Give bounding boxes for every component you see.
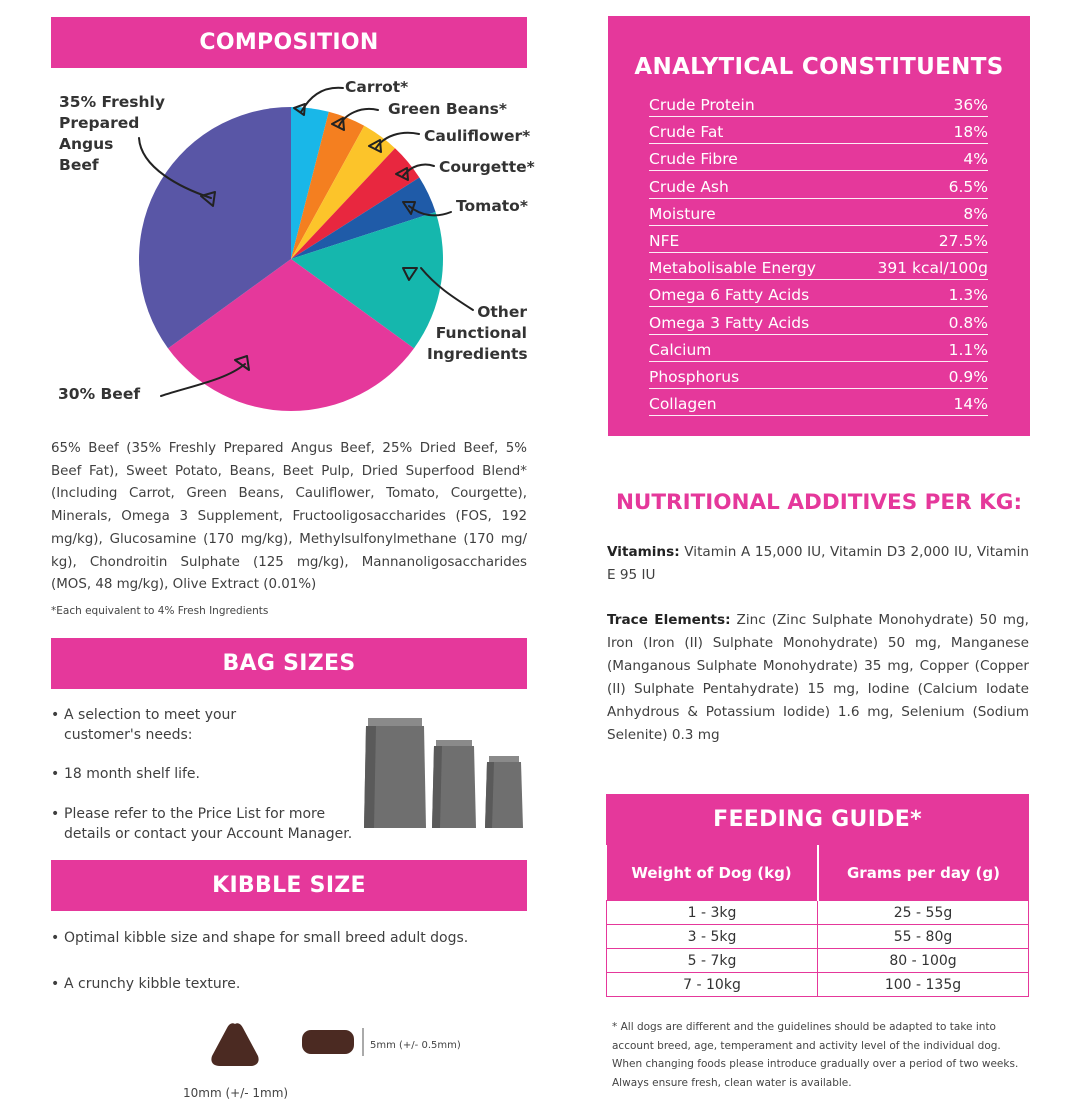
constituent-row — [649, 171, 988, 199]
constituent-value: 1.3% — [948, 286, 988, 305]
constituent-row — [649, 388, 988, 416]
constituent-name: NFE — [649, 232, 680, 250]
constituent-value: 1.1% — [948, 340, 988, 359]
constituent-name: Crude Protein — [649, 96, 755, 114]
table-row — [607, 949, 1029, 973]
constituent-value: 18% — [953, 123, 988, 142]
feeding-guide-title: FEEDING GUIDE* — [713, 807, 922, 832]
label-other-line2: Functional — [435, 324, 527, 342]
constituent-value: 391 kcal/100g — [877, 259, 988, 278]
vitamins-paragraph — [607, 541, 1029, 587]
constituent-value: 0.8% — [948, 313, 988, 332]
vitamins-label: Vitamins: — [607, 544, 680, 560]
composition-title: COMPOSITION — [199, 30, 379, 55]
constituent-name: Crude Fat — [649, 123, 724, 142]
feeding-guide-header — [606, 794, 1029, 845]
cell-weight: 3 - 5kg — [607, 925, 818, 949]
bag-small-icon — [485, 756, 523, 828]
cell-weight: 5 - 7kg — [607, 949, 818, 973]
constituent-row — [649, 279, 988, 307]
bullet-dot: • — [51, 976, 60, 992]
constituent-name: Calcium — [649, 340, 712, 359]
constituent-row — [649, 361, 988, 389]
cell-grams: 100 - 135g — [818, 973, 1029, 997]
label-green-beans: Green Beans* — [388, 100, 507, 118]
constituent-row — [649, 334, 988, 362]
label-cauliflower: Cauliflower* — [424, 127, 531, 145]
list-item-line: Please refer to the Price List for more — [64, 806, 326, 822]
kibble-triangle-icon — [211, 1023, 258, 1066]
label-angus — [59, 92, 165, 176]
label-other-line3: Ingredients — [427, 345, 528, 363]
cell-grams: 25 - 55g — [818, 901, 1029, 925]
constituent-name: Omega 6 Fatty Acids — [649, 286, 810, 305]
label-angus-line4: Beef — [59, 156, 99, 174]
list-item-line: customer's needs: — [64, 727, 193, 743]
composition-footnote: *Each equivalent to 4% Fresh Ingredients — [51, 605, 269, 617]
header-weight: Weight of Dog (kg) — [607, 845, 818, 901]
ingredients-text: 65% Beef (35% Freshly Prepared Angus Beef, 25% Dried Beef, 5% Beef Fat), Sweet Potato, Beans, Beet Pulp, Dried Superfood Blend* (Including Carrot, Green Beans, Cauliflower, Tomato, Courgette), Minerals, Omega 3 Supplement, Fructooligosaccharides (FOS, 192 mg/kg), Glucosamine (170 mg/kg), Methylsulfonylmethane (170 mg/ kg), Chondroitin Sulphate (125 mg/kg), Mannanoligosaccharides (MOS, 48 mg/kg), Olive Extract (0.01%) — [51, 441, 527, 593]
trace-elements-label: Trace Elements: — [607, 612, 731, 628]
constituent-row — [649, 116, 988, 144]
constituent-row — [649, 143, 988, 171]
bag-medium-icon — [432, 740, 476, 828]
list-item-line: A crunchy kibble texture. — [64, 976, 241, 992]
bullet-dot: • — [51, 766, 60, 782]
constituent-value: 36% — [953, 96, 988, 114]
constituent-name: Metabolisable Energy — [649, 259, 816, 278]
bag-sizes-title: BAG SIZES — [222, 651, 356, 676]
cell-grams: 80 - 100g — [818, 949, 1029, 973]
bullet-dot: • — [51, 707, 60, 723]
vitamins-text: Vitamin A 15,000 IU, Vitamin D3 2,000 IU, Vitamin E 95 IU — [607, 544, 1029, 583]
kibble-illustration — [200, 1018, 460, 1088]
table-header-row — [607, 845, 1029, 901]
analytical-constituents-title: ANALYTICAL CONSTITUENTS — [634, 54, 1004, 80]
label-beef: 30% Beef — [58, 385, 141, 403]
kibble-size-title: KIBBLE SIZE — [212, 873, 366, 898]
constituent-name: Phosphorus — [649, 368, 740, 386]
table-row — [607, 901, 1029, 925]
label-angus-line3: Angus — [59, 135, 114, 153]
label-tomato: Tomato* — [456, 197, 528, 215]
constituent-row — [649, 252, 988, 280]
composition-header — [51, 17, 527, 68]
kibble-size-header — [51, 860, 527, 911]
cell-grams: 55 - 80g — [818, 925, 1029, 949]
analytical-constituents-panel — [608, 16, 1030, 436]
list-item-line: Optimal kibble size and shape for small breed adult dogs. — [64, 930, 469, 946]
table-row — [607, 973, 1029, 997]
trace-elements-paragraph — [607, 609, 1029, 747]
label-other — [427, 302, 527, 365]
constituent-row — [649, 89, 988, 117]
constituent-value: 6.5% — [948, 177, 988, 196]
constituent-row — [649, 198, 988, 226]
constituent-name: Crude Fibre — [649, 150, 738, 169]
constituent-value: 8% — [963, 204, 988, 223]
header-grams: Grams per day (g) — [818, 845, 1029, 901]
cell-weight: 1 - 3kg — [607, 901, 818, 925]
label-angus-line2: Prepared — [59, 114, 140, 132]
label-other-line1: Other — [477, 303, 527, 321]
constituent-name: Moisture — [649, 204, 716, 223]
table-row — [607, 925, 1029, 949]
label-courgette: Courgette* — [439, 158, 535, 176]
trace-elements-text: Zinc (Zinc Sulphate Monohydrate) 50 mg, Iron (Iron (II) Sulphate Monohydrate) 50 mg, Manganese (Manganous Sulphate Monohydrate) 35 mg, Copper (Copper (II) Sulphate Pentahydrate) 15 mg, Iodine (Calcium Iodate Anhydrous & Potassium Iodide) 1.6 mg, Selenium (Sodium Selenite) 0.3 mg — [607, 612, 1029, 743]
list-item-line: A selection to meet your — [64, 707, 237, 723]
bag-sizes-illustration — [362, 712, 527, 832]
constituent-row — [649, 225, 988, 253]
list-item-line: details or contact your Account Manager. — [64, 826, 353, 842]
bag-sizes-list — [51, 705, 371, 845]
nutritional-additives-title: NUTRITIONAL ADDITIVES PER KG: — [615, 490, 1023, 515]
constituent-name: Crude Ash — [649, 177, 729, 196]
bag-large-icon — [364, 718, 426, 828]
constituent-value: 27.5% — [938, 232, 988, 250]
kibble-side-dimension: 5mm (+/- 0.5mm) — [370, 1040, 461, 1051]
constituent-value: 0.9% — [948, 368, 988, 386]
bag-sizes-header — [51, 638, 527, 689]
constituent-value: 4% — [963, 150, 988, 169]
kibble-side-icon — [302, 1030, 354, 1054]
kibble-width-dimension: 10mm (+/- 1mm) — [183, 1086, 289, 1100]
label-carrot: Carrot* — [345, 78, 409, 96]
constituent-name: Omega 3 Fatty Acids — [649, 313, 810, 332]
label-angus-line1: 35% Freshly — [59, 93, 165, 111]
kibble-list — [51, 928, 527, 998]
cell-weight: 7 - 10kg — [607, 973, 818, 997]
list-item-line: 18 month shelf life. — [64, 766, 200, 782]
bullet-dot: • — [51, 806, 60, 822]
constituent-name: Collagen — [649, 395, 717, 414]
feeding-guide-note: * All dogs are different and the guidelines should be adapted to take into account breed, age, temperament and activity level of the individual dog. When changing foods please introduce gradually over a period of two weeks. Always ensure fresh, clean water is available. — [612, 1021, 1019, 1089]
constituent-value: 14% — [953, 395, 988, 414]
constituent-row — [649, 307, 988, 335]
bullet-dot: • — [51, 930, 60, 946]
feeding-guide-table — [606, 845, 1029, 997]
